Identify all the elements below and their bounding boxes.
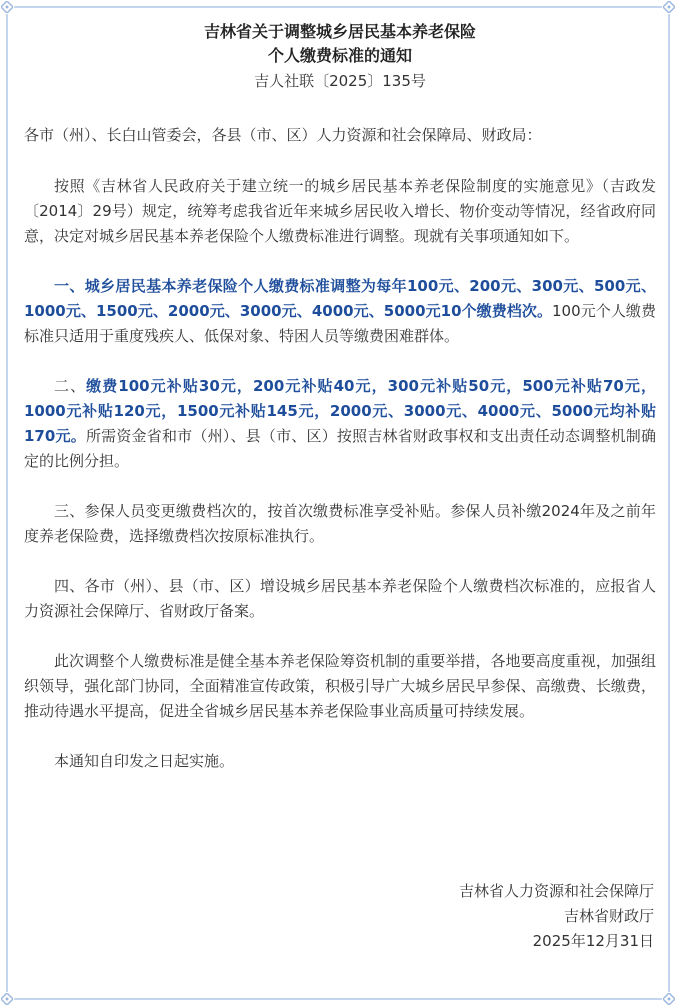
addressee: 各市（州）、长白山管委会，各县（市、区）人力资源和社会保障局、财政局： <box>24 126 542 144</box>
effective-date-paragraph: 本通知自印发之日起实施。 <box>54 752 235 770</box>
corner-ornament-icon <box>0 992 14 1006</box>
intro-paragraph: 按照《吉林省人民政府关于建立统一的城乡居民基本养老保险制度的实施意见》（吉政发〔2014〕29号）规定，统筹考虑我省近年来城乡居民收入增长、物价变动等情况，经省政府同意，决定对城乡居民基本养老保险个人缴费标准进行调整。现就有关事项通知如下。 <box>24 177 656 245</box>
item-1-paragraph <box>24 274 656 349</box>
issuer-finance: 吉林省财政厅 <box>563 907 654 925</box>
item-2-emphasis: 缴费100元补贴30元，200元补贴40元，300元补贴50元，500元补贴70元，1000元补贴120元，1500元补贴145元，2000元、3000元、4000元、5000元均补贴170元。 <box>24 377 656 445</box>
document-title <box>24 20 656 68</box>
signature-block <box>459 879 654 954</box>
document-number: 吉人社联〔2025〕135号 <box>254 72 426 90</box>
issue-date: 2025年12月31日 <box>532 932 654 950</box>
corner-ornament-icon <box>0 0 14 14</box>
item-2-text: 所需资金省和市（州）、县（市、区）按照吉林省财政事权和支出责任动态调整机制确定的比例分担。 <box>24 427 657 470</box>
item-1-prefix: 一、 <box>54 277 85 295</box>
item-1-emphasis: 城乡居民基本养老保险个人缴费标准调整为每年100元、200元、300元、500元、1000元、1500元、2000元、3000元、4000元、5000元10个缴费档次。 <box>24 277 656 320</box>
document-body <box>24 20 656 774</box>
item-4-paragraph: 四、各市（州）、县（市、区）增设城乡居民基本养老保险个人缴费档次标准的，应报省人力资源社会保障厅、省财政厅备案。 <box>24 577 656 620</box>
closing-paragraph: 此次调整个人缴费标准是健全基本养老保险筹资机制的重要举措，各地要高度重视，加强组织领导，强化部门协同，全面精准宣传政策，积极引导广大城乡居民早参保、高缴费、长缴费，推动待遇水平提高，促进全省城乡居民基本养老保险事业高质量可持续发展。 <box>24 652 656 720</box>
corner-ornament-icon <box>662 992 676 1006</box>
item-1-text: 100元个人缴费标准只适用于重度残疾人、低保对象、特困人员等缴费困难群体。 <box>24 302 656 345</box>
item-2-prefix: 二、 <box>54 377 87 395</box>
title-line-1: 吉林省关于调整城乡居民基本养老保险 <box>203 22 476 41</box>
item-3-paragraph: 三、参保人员变更缴费档次的，按首次缴费标准享受补贴。参保人员补缴2024年及之前年度养老保险费，选择缴费档次按原标准执行。 <box>24 502 656 545</box>
issuer-hrss: 吉林省人力资源和社会保障厅 <box>458 882 654 900</box>
title-line-2: 个人缴费标准的通知 <box>267 46 412 65</box>
corner-ornament-icon <box>662 0 676 14</box>
item-2-paragraph <box>24 374 656 474</box>
